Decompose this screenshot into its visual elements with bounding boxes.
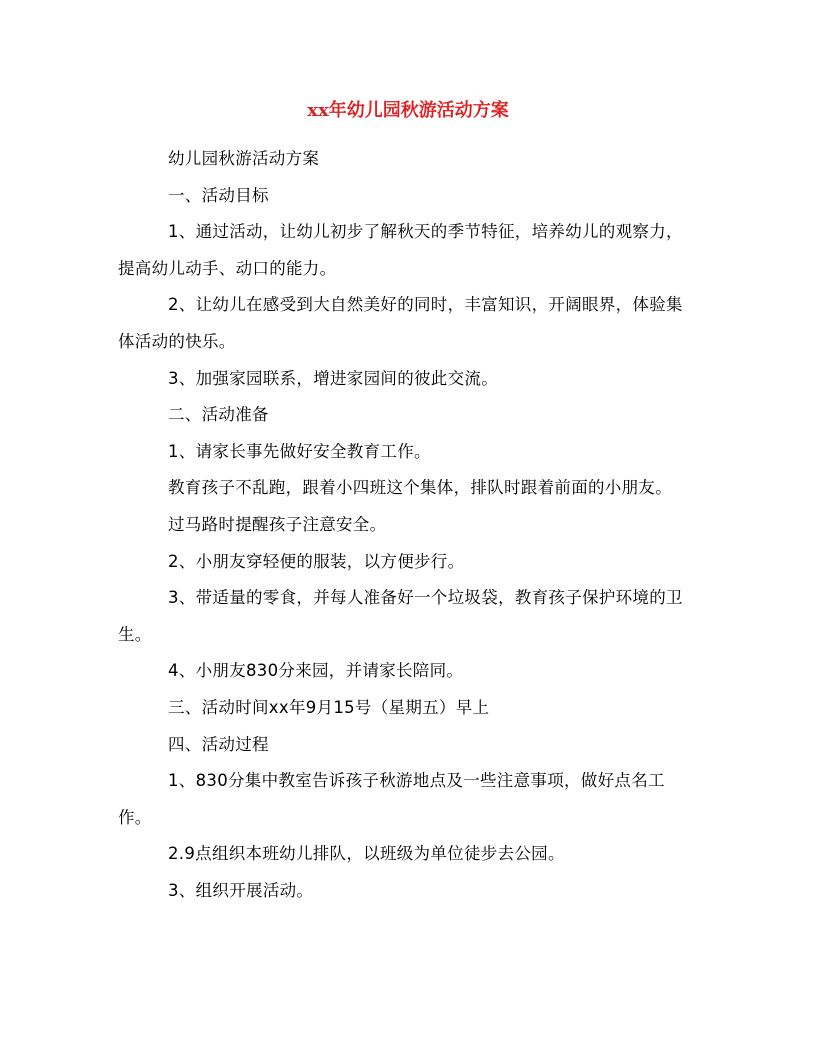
paragraph: 教育孩子不乱跑，跟着小四班这个集体，排队时跟着前面的小朋友。 [168,478,672,498]
section-heading: 四、活动过程 [168,734,269,754]
paragraph: 3、组织开展活动。 [168,880,314,900]
paragraph: 1、通过活动，让幼儿初步了解秋天的季节特征，培养幼儿的观察力，提高幼儿动手、动口的能力。 [118,222,683,278]
section-heading: 二、活动准备 [168,405,269,425]
paragraph: 2、小朋友穿轻便的服装，以方便步行。 [168,551,465,571]
paragraph: 4、小朋友830分来园，并请家长陪同。 [168,661,464,681]
paragraph: 3、加强家园联系，增进家园间的彼此交流。 [168,368,498,388]
section-heading: 一、活动目标 [168,185,269,205]
paragraph: 幼儿园秋游活动方案 [168,149,320,168]
document-title: xx年幼儿园秋游活动方案 [307,100,509,121]
paragraph: 2.9点组织本班幼儿排队，以班级为单位徒步去公园。 [168,844,565,864]
paragraph: 1、830分集中教室告诉孩子秋游地点及一些注意事项，做好点名工作。 [118,771,665,827]
paragraph: 3、带适量的零食，并每人准备好一个垃圾袋，教育孩子保护环境的卫生。 [118,588,683,644]
paragraph: 2、让幼儿在感受到大自然美好的同时，丰富知识，开阔眼界，体验集体活动的快乐。 [118,295,683,351]
document-body [118,141,698,909]
paragraph: 过马路时提醒孩子注意安全。 [168,514,387,534]
section-heading: 三、活动时间xx年9月15号（星期五）早上 [168,697,490,717]
paragraph: 1、请家长事先做好安全教育工作。 [168,441,431,461]
